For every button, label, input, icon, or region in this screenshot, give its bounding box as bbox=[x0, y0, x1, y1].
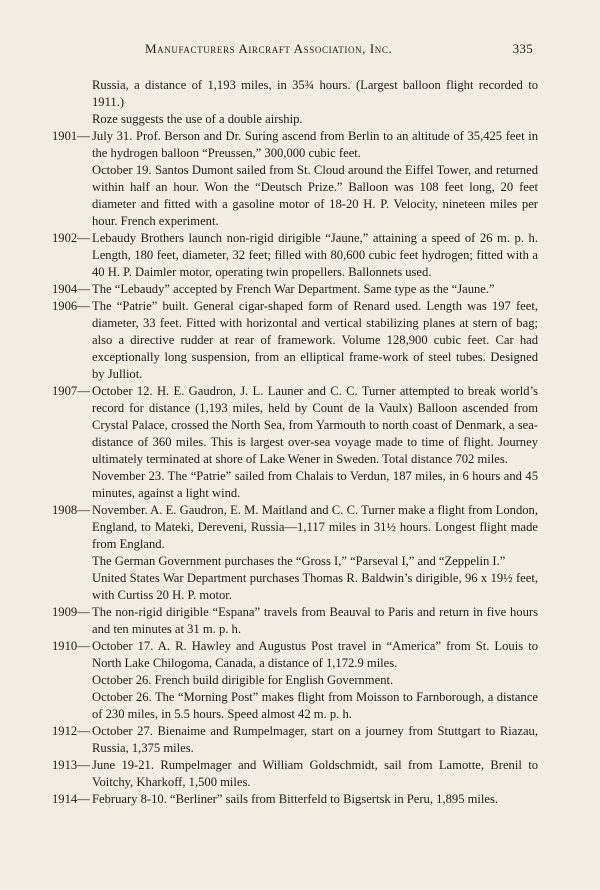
entry-text: July 31. Prof. Berson and Dr. Suring ascend from Berlin to an altitude of 35,425 feet in the hydrogen balloon “Preussen,” 300,000 cubic feet. bbox=[92, 129, 538, 160]
entry-body bbox=[92, 77, 538, 128]
entry-body bbox=[92, 298, 538, 383]
entry-year: 1910— bbox=[52, 639, 90, 653]
entry-subtext: Roze suggests the use of a double airship. bbox=[92, 112, 303, 126]
entry-body bbox=[92, 230, 538, 281]
entry-text: October 12. H. E. Gaudron, J. L. Launer and C. C. Turner attempted to break world’s record for distance (1,193 miles, held by Count de la Vaulx) Balloon ascended from Crystal Palace, crossed the North Sea, from Yarmouth to north coast of Denmark, a sea-distance of 360 miles. This is largest over-sea voyage made to time of flight. Journey ultimately terminated at shore of Lake Wener in Sweden. Total distance 702 miles. bbox=[92, 384, 538, 466]
chronology-entry bbox=[52, 638, 538, 723]
chronology-entry bbox=[52, 281, 538, 298]
entry-body bbox=[92, 638, 538, 723]
entry-subtext: October 19. Santos Dumont sailed from St. Cloud around the Eiffel Tower, and returned within half an hour. Won the “Deutsch Prize.” Balloon was 108 feet long, 20 feet diameter and fitted with a gasoline motor of 18-20 H. P. Velocity, nineteen miles per hour. French experiment. bbox=[92, 163, 538, 228]
entry-year bbox=[52, 77, 92, 128]
entry-body bbox=[92, 502, 538, 604]
entry-body bbox=[92, 757, 538, 791]
entry-year: 1913— bbox=[52, 758, 90, 772]
entry-subtext: United States War Department purchases Thomas R. Baldwin’s dirigible, 96 x 19½ feet, with Curtiss 20 H. P. motor. bbox=[92, 571, 538, 602]
entry-text: June 19-21. Rumpelmager and William Goldschmidt, sail from Lamotte, Brenil to Voitchy, Kharkoff, 1,500 miles. bbox=[92, 758, 538, 789]
chronology-text bbox=[52, 77, 538, 808]
running-header: Manufacturers Aircraft Association, Inc. bbox=[145, 41, 393, 56]
chronology-entry bbox=[52, 723, 538, 757]
chronology-entry bbox=[52, 230, 538, 281]
entry-text: Russia, a distance of 1,193 miles, in 35¾ hours. (Largest balloon flight recorded to 1911.) bbox=[92, 78, 538, 109]
entry-year: 1914— bbox=[52, 792, 90, 806]
chronology-entry bbox=[52, 77, 538, 128]
entry-subtext: October 26. The “Morning Post” makes flight from Moisson to Farnborough, a distance of 230 miles, in 5.5 hours. Speed almost 42 m. p. h. bbox=[92, 690, 538, 721]
entry-body bbox=[92, 281, 538, 298]
entry-subtext: The German Government purchases the “Gross I,” “Parseval I,” and “Zeppelin I.” bbox=[92, 554, 506, 568]
chronology-entry bbox=[52, 757, 538, 791]
chronology-entry bbox=[52, 791, 538, 808]
entry-body bbox=[92, 604, 538, 638]
entry-year: 1902— bbox=[52, 231, 90, 245]
chronology-entry bbox=[52, 128, 538, 230]
entry-text: October 17. A. R. Hawley and Augustus Post travel in “America” from St. Louis to North Lake Chilogoma, Canada, a distance of 1,172.9 miles. bbox=[92, 639, 538, 670]
entry-year: 1901— bbox=[52, 129, 90, 143]
entry-year: 1907— bbox=[52, 384, 90, 398]
entry-text: October 27. Bienaime and Rumpelmager, start on a journey from Stuttgart to Riazau, Russia, 1,375 miles. bbox=[92, 724, 538, 755]
entry-subtext: November 23. The “Patrie” sailed from Chalais to Verdun, 187 miles, in 6 hours and 45 minutes, against a light wind. bbox=[92, 469, 538, 500]
entry-year: 1908— bbox=[52, 503, 90, 517]
chronology-entry bbox=[52, 604, 538, 638]
entry-body bbox=[92, 383, 538, 502]
entry-body bbox=[92, 791, 538, 808]
entry-text: Lebaudy Brothers launch non-rigid dirigible “Jaune,” attaining a speed of 26 m. p. h. Length, 180 feet, diameter, 32 feet; filled with 80,600 cubic feet hydrogen; fitted with a 40 H. P. Daimler motor, operating twin propellers. Ballonnets used. bbox=[92, 231, 538, 279]
chronology-entry bbox=[52, 383, 538, 502]
entry-text: November. A. E. Gaudron, E. M. Maitland and C. C. Turner make a flight from London, England, to Mateki, Dereveni, Russia—1,117 miles in 31½ hours. Longest flight made from England. bbox=[92, 503, 538, 551]
entry-body bbox=[92, 723, 538, 757]
entry-text: February 8-10. “Berliner” sails from Bitterfeld to Bigsertsk in Peru, 1,895 miles. bbox=[92, 792, 499, 806]
entry-text: The “Patrie” built. General cigar-shaped form of Renard used. Length was 197 feet, diameter, 33 feet. Fitted with horizontal and vertical stabilizing planes at stern of bag; also a directive rudder at rear of framework. Volume 128,900 cubic feet. Car had exceptionally long suspension, from an elliptical frame-work of steel tubes. Designed by Julliot. bbox=[92, 299, 538, 381]
entry-year: 1909— bbox=[52, 605, 90, 619]
chronology-entry bbox=[52, 298, 538, 383]
entry-year: 1906— bbox=[52, 299, 90, 313]
entry-body bbox=[92, 128, 538, 230]
entry-year: 1904— bbox=[52, 282, 90, 296]
entry-text: The “Lebaudy” accepted by French War Department. Same type as the “Jaune.” bbox=[92, 282, 495, 296]
entry-year: 1912— bbox=[52, 724, 90, 738]
page-number: 335 bbox=[512, 41, 533, 56]
chronology-entry bbox=[52, 502, 538, 604]
entry-text: The non-rigid dirigible “Espana” travels from Beauval to Paris and return in five hours and ten minutes at 31 m. p. h. bbox=[92, 605, 538, 636]
entry-subtext: October 26. French build dirigible for English Government. bbox=[92, 673, 394, 687]
